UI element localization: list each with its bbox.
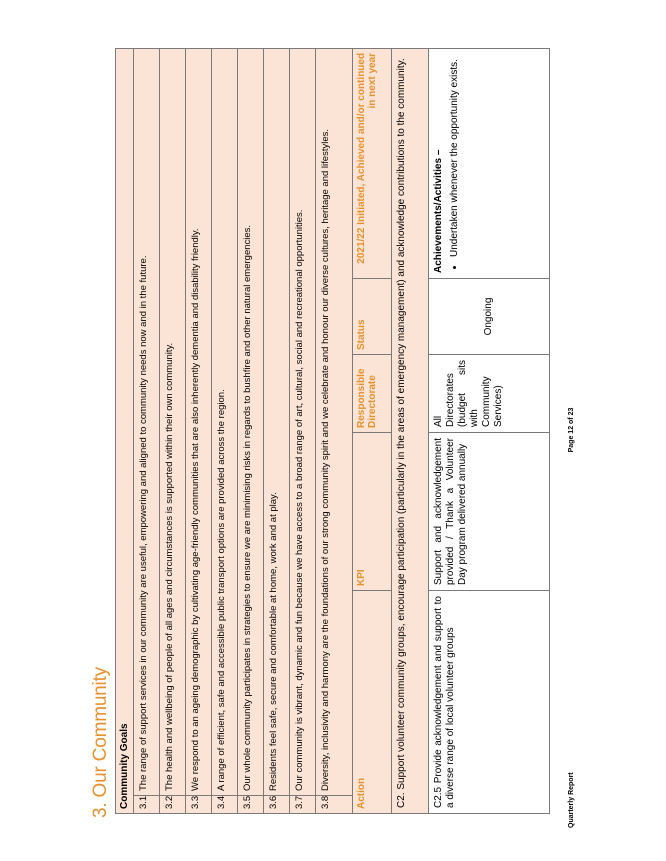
goals-heading-row xyxy=(116,48,134,813)
c2-strategy-row xyxy=(392,48,429,813)
goals-heading: Community Goals xyxy=(116,48,134,813)
rotated-page-content xyxy=(90,32,590,828)
goal-row xyxy=(238,48,264,813)
goal-number: 3.5 xyxy=(238,796,264,814)
goal-row xyxy=(316,48,353,813)
goal-number: 3.7 xyxy=(290,796,316,814)
header-action: Action xyxy=(353,591,392,814)
goal-row xyxy=(134,48,160,813)
goal-text: The health and wellbeing of people of all ages and circumstances is supported within their own community. xyxy=(160,48,186,795)
goal-row xyxy=(160,48,186,813)
goal-text: We respond to an ageing demographic by cultivating age-friendly communities that are also inherently dementia and disability friendly. xyxy=(186,48,212,795)
goal-number: 3.4 xyxy=(212,796,238,814)
goal-text: The range of support services in our community are useful, empowering and aligned to community needs now and in the future. xyxy=(134,48,160,795)
footer-page-number: Page 12 of 23 xyxy=(568,407,575,453)
goal-text: Diversity, inclusivity and harmony are the foundations of our strong community spirit and we celebrate and honour our diverse cultures, heritage and lifestyles. xyxy=(316,48,353,795)
status-cell: Ongoing xyxy=(429,279,550,355)
goal-row xyxy=(212,48,238,813)
header-kpi: KPI xyxy=(353,433,392,591)
goal-text: A range of efficient, safe and accessible public transport options are provided across the region. xyxy=(212,48,238,795)
goal-number: 3.8 xyxy=(316,796,353,814)
footer-report-name: Quarterly Report xyxy=(568,772,575,828)
kpi-cell: Support and acknowledgement provided / Thank a Volunteer Day program delivered annually xyxy=(429,433,550,591)
goal-row xyxy=(290,48,316,813)
action-cell: C2.5 Provide acknowledgement and support to a diverse range of local volunteer groups xyxy=(429,591,550,814)
achievement-item: • Undertaken whenever the opportunity exists. xyxy=(449,54,461,257)
goal-text: Our whole community participates in strategies to ensure we are minimising risks in regards to bushfire and other natural emergencies. xyxy=(238,48,264,795)
goal-row xyxy=(186,48,212,813)
responsible-cell: All Directorates (budget sits with Community Services) xyxy=(429,355,550,433)
header-responsible: Responsible Directorate xyxy=(353,355,392,433)
column-header-row xyxy=(353,48,392,813)
header-status: Status xyxy=(353,279,392,355)
goal-number: 3.1 xyxy=(134,796,160,814)
c2-strategy-text: C2. Support volunteer community groups, encourage participation (particularly in the areas of emergency management) and acknowledge contributions to the community. xyxy=(392,48,429,813)
goal-text: Our community is vibrant, dynamic and fun because we have access to a broad range of art, cultural, social and recreational opportunities. xyxy=(290,48,316,795)
goal-number: 3.6 xyxy=(264,796,290,814)
goal-number: 3.2 xyxy=(160,796,186,814)
achievements-title: Achievements/Activities – xyxy=(433,149,445,273)
community-goals-table xyxy=(115,48,550,814)
goal-row xyxy=(264,48,290,813)
achievements-cell xyxy=(429,48,550,278)
action-row xyxy=(429,48,550,813)
section-title: 3. Our Community xyxy=(90,667,111,818)
achievements-list xyxy=(449,54,461,273)
goal-number: 3.3 xyxy=(186,796,212,814)
goal-text: Residents feel safe, secure and comfortable at home, work and at play. xyxy=(264,48,290,795)
header-achievements: 2021/22 Initiated, Achieved and/or continued in next year xyxy=(353,48,392,278)
